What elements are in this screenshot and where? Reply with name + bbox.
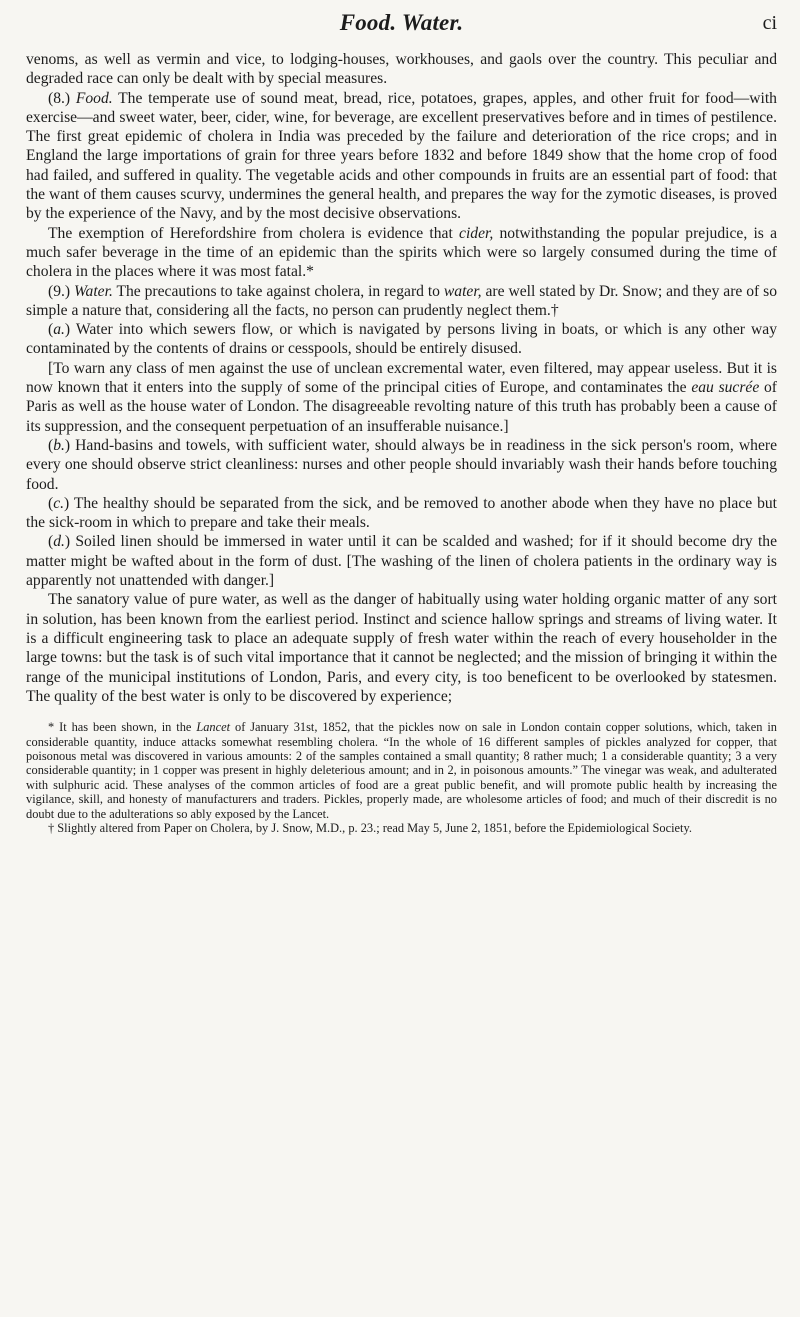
italic-text: water, — [443, 282, 482, 300]
text-run: * It has been shown, in the — [48, 720, 197, 735]
text-run: † Slightly altered from Paper on Cholera, by J. Snow, M.D., p. 23.; read May 5, June 2, 1851, before the Epidemiological Society. — [48, 820, 692, 835]
paragraph — [26, 282, 777, 321]
text-run: ( — [48, 494, 54, 512]
paragraph — [26, 359, 777, 436]
text-run: ) The healthy should be separated from the sick, and be removed to another abode when they have no place but the sick-room in which to prepare and take their meals. — [26, 494, 777, 532]
paragraph — [26, 590, 777, 706]
paragraph — [26, 494, 777, 533]
text-run: notwithstanding the popular prejudice, is a much safer beverage in the time of an epidemic than the spirits which were so largely consumed during the time of cholera in the places where it was most fatal.* — [26, 224, 777, 281]
italic-text: a. — [53, 321, 65, 339]
italic-text: d. — [53, 533, 65, 551]
italic-text: b. — [53, 436, 65, 454]
text-run: ) Soiled linen should be immersed in water until it can be scalded and washed; for if it should become dry the matter might be wafted about in the form of dust. [The washing of the linen of cholera patients in the ordinary way is apparently not unattended with danger.] — [26, 533, 777, 590]
page-header — [26, 0, 777, 50]
paragraph — [26, 89, 777, 224]
text-run: (9.) — [48, 282, 74, 300]
text-run: ) Hand-basins and towels, with sufficient water, should always be in readiness in the sick person's room, where every one should observe strict cleanliness: nurses and other people should invariably wash their hands before touching food. — [26, 436, 777, 493]
italic-text: Food. — [75, 89, 113, 107]
paragraph — [26, 224, 777, 282]
text-run: The sanatory value of pure water, as well as the danger of habitually using water holding organic matter of any sort in solution, has been known from the earliest period. Instinct and science hallow springs and streams of living water. It is a difficult engineering task to place an adequate supply of fresh water within the reach of every householder in the large towns: but the task is of such vital importance that it cannot be neglected; and the mission of bringing it within the range of the municipal institutions of London, Paris, and every city, is too beneficent to be overlooked by statesmen. The quality of the best water is only to be discovered by experience; — [26, 591, 777, 705]
italic-text: Lancet — [196, 720, 231, 735]
italic-text: c. — [53, 494, 65, 512]
text-run: of Paris as well as the house water of London. The disagreeable revolting nature of this truth has probably been a cause of its suppression, and the consequent perpetuation of an insufferable nuisance.] — [26, 379, 777, 435]
text-run: [To warn any class of men against the use of unclean excremental water, even filtered, may appear useless. But it is now known that it enters into the supply of some of the principal cities of Europe, and contaminates the — [26, 359, 777, 397]
paragraph — [26, 436, 777, 494]
footnotes — [26, 720, 777, 835]
text-run: The exemption of Herefordshire from cholera is evidence that — [48, 224, 460, 242]
text-run: venoms, as well as vermin and vice, to lodging-houses, workhouses, and gaols over the country. This peculiar and degraded race can only be dealt with by special measures. — [26, 51, 777, 88]
footnote — [26, 821, 777, 835]
paragraph — [26, 532, 777, 590]
text-run: ( — [48, 436, 54, 454]
text-run: ( — [48, 533, 54, 551]
italic-text: cider, — [459, 224, 494, 242]
main-text — [26, 50, 777, 706]
text-run: ) Water into which sewers flow, or which is navigated by persons living in boats, or which is any other way contaminated by the contents of drains or cesspools, should be entirely disused. — [26, 321, 777, 358]
paragraph — [26, 320, 777, 359]
paragraph — [26, 50, 777, 89]
italic-text: Water. — [74, 282, 113, 300]
text-run: ( — [48, 321, 54, 339]
running-title: Food. Water. — [339, 10, 464, 35]
text-run: The precautions to take against cholera, in regard to — [112, 282, 444, 300]
italic-text: eau sucrée — [691, 379, 760, 397]
text-run: (8.) — [48, 89, 76, 107]
text-run: are well stated by Dr. Snow; and they are of so simple a nature that, considering all the facts, no person can prudently neglect them.† — [26, 282, 778, 319]
page-number: ci — [762, 12, 777, 34]
text-run: The temperate use of sound meat, bread, rice, potatoes, grapes, apples, and other fruit for food—with exercise—and sweet water, beer, cider, wine, for beverage, are excellent preservatives before and in times of pestilence. The first great epidemic of cholera in India was preceded by the failure and deterioration of the rice crops; and in England the large importations of grain for three years before 1832 and before 1849 show that the home crop of food had failed, and suffered in quality. The vegetable acids and other compounds in fruits are an essential part of food: that the want of them causes scurvy, undermines the general health, and prepares the way for the zymotic diseases, is proved by the experience of the Navy, and by the most decisive observations. — [26, 89, 777, 223]
footnote — [26, 720, 777, 821]
footnote-separator — [26, 706, 777, 720]
text-run: of January 31st, 1852, that the pickles now on sale in London contain copper solutions, which, taken in considerable quantity, induce attacks somewhat resembling cholera. “In the whole of 16 different samples of pickles analyzed for copper, that poisonous metal was discovered in various amounts: 2 of the samples contained a small quantity; 8 rather much; 1 a considerable quantity; 3 a very considerable quantity; in 1 copper was present in highly deleterious amount; and in 2, in poisonous amounts.” The vinegar was weak, and adulterated with sulphuric acid. These analyses of the common articles of food are a great public benefit, and will promote public health by increasing the vigilance, skill, and honesty of manufacturers and traders. Pickles, properly made, are wholesome articles of food; and much of their discredit is no doubt due to the adulterations so ably exposed by the Lancet. — [26, 720, 777, 821]
